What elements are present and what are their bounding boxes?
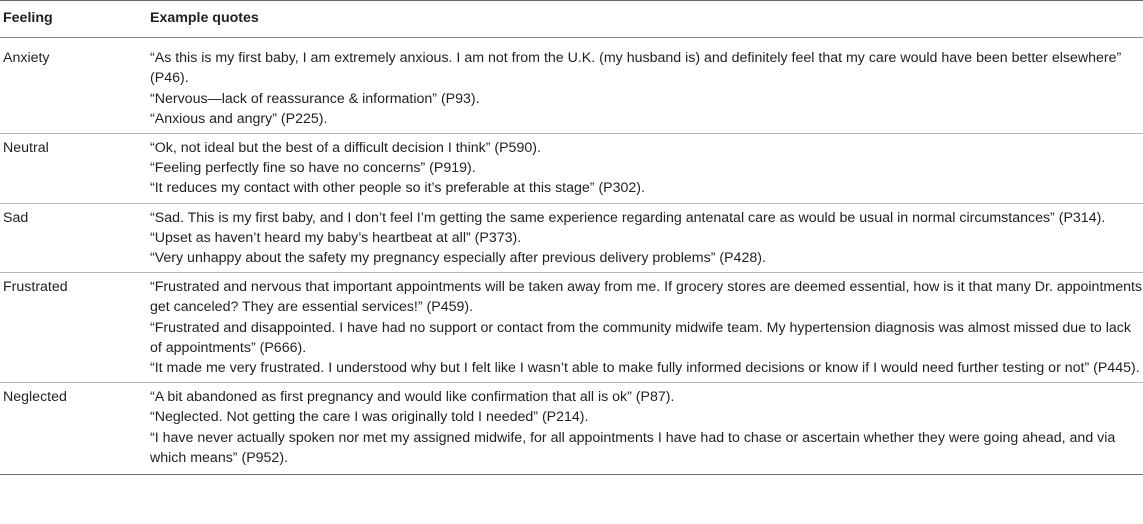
quotes-cell [150,134,1143,204]
table-row [0,38,1143,134]
quote: “Neglected. Not getting the care I was originally told I needed” (P214). [150,409,589,426]
quote: “Very unhappy about the safety my pregnancy especially after previous delivery problems” (P428). [150,250,766,267]
quote: “As this is my first baby, I am extremely anxious. I am not from the U.K. (my husband is) and definitely feel that my care would have been better elsewhere” (P46). [150,50,1122,87]
quote: “Upset as haven’t heard my baby’s heartbeat at all” (P373). [150,229,522,246]
header-row [0,1,1143,38]
feeling-cell: Sad [0,203,150,273]
quote: “Sad. This is my first baby, and I don’t feel I’m getting the same experience regarding antenatal care as would be usual in normal circumstances” (P314). [150,209,1106,226]
feeling-cell: Neglected [0,383,150,475]
quote: “A bit abandoned as first pregnancy and would like confirmation that all is ok” (P87). [150,389,675,406]
quote: “Frustrated and nervous that important appointments will be taken away from me. If grocery stores are deemed essential, how is it that many Dr. appointments get canceled? They are essential services!” (P459). [150,279,1143,316]
table-row [0,203,1143,273]
quote: “Anxious and angry” (P225). [150,110,328,127]
table-row [0,383,1143,475]
quote: “Feeling perfectly fine so have no concerns” (P919). [150,160,476,177]
feeling-cell: Neutral [0,134,150,204]
table-row [0,134,1143,204]
header-feeling: Feeling [0,1,150,38]
quotes-cell [150,273,1143,383]
quotes-cell [150,38,1143,134]
quotes-cell [150,383,1143,475]
header-example-quotes: Example quotes [150,1,1143,38]
quote: “Ok, not ideal but the best of a difficult decision I think” (P590). [150,140,541,157]
quotes-cell [150,203,1143,273]
quote: “I have never actually spoken nor met my assigned midwife, for all appointments I have had to chase or ascertain whether they were going ahead, and via which means” (P952). [150,429,1116,466]
feeling-cell: Frustrated [0,273,150,383]
quote: “It reduces my contact with other people so it’s preferable at this stage” (P302). [150,180,645,197]
table-row [0,273,1143,383]
quote: “It made me very frustrated. I understood why but I felt like I wasn’t able to make fully informed decisions or know if I would need further testing or not” (P445). [150,360,1140,377]
quote: “Frustrated and disappointed. I have had no support or contact from the community midwife team. My hypertension diagnosis was almost missed due to lack of appointments” (P666). [150,319,1131,356]
feeling-cell: Anxiety [0,38,150,134]
quote: “Nervous—lack of reassurance & information” (P93). [150,90,480,107]
